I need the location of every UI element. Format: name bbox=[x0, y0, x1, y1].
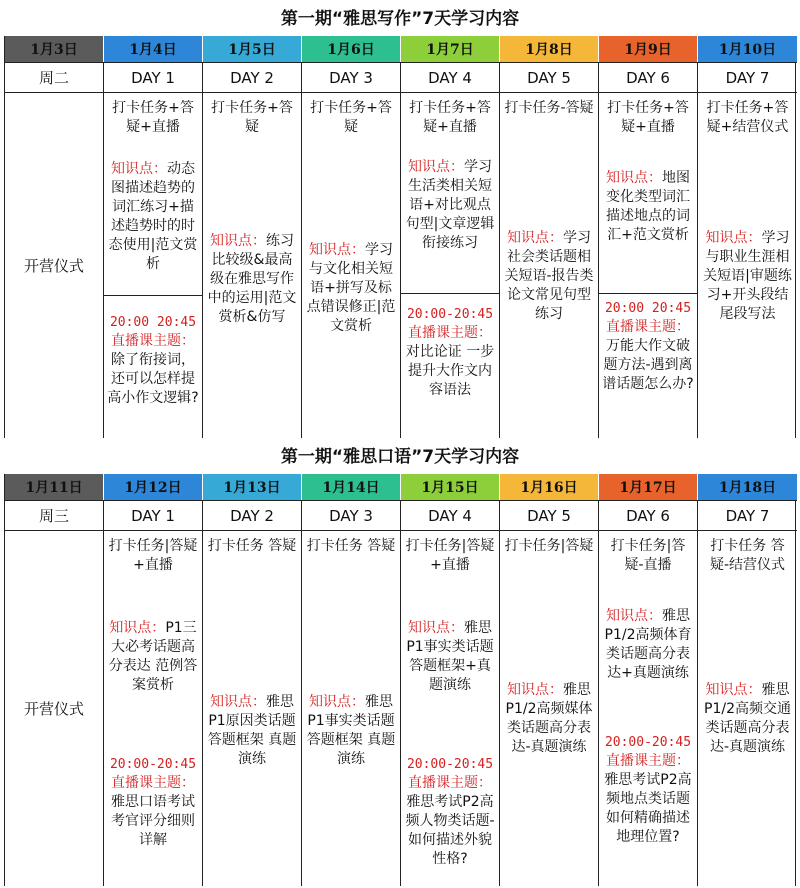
knowledge-block bbox=[701, 681, 794, 757]
knowledge-label: 知识点： bbox=[507, 230, 563, 246]
day-label: DAY 6 bbox=[599, 501, 698, 530]
knowledge-label: 知识点： bbox=[408, 159, 464, 175]
knowledge-text: 雅思P1/2高频交通类话题高分表达-真题演练 bbox=[704, 682, 791, 755]
day-column bbox=[500, 93, 599, 438]
live-label: 直播课主题： bbox=[408, 325, 492, 341]
day-column bbox=[104, 531, 203, 886]
date-header: 1月6日 bbox=[302, 36, 401, 62]
weekday-cell: 周二 bbox=[5, 63, 104, 92]
knowledge-block bbox=[602, 607, 694, 683]
task-text: 打卡任务+答疑+结营仪式 bbox=[706, 100, 789, 135]
task-text: 打卡任务 答疑 bbox=[207, 538, 297, 554]
speaking-day-row bbox=[5, 500, 797, 531]
day-label: DAY 5 bbox=[500, 501, 599, 530]
day-label: DAY 1 bbox=[104, 63, 203, 92]
knowledge-block bbox=[107, 160, 199, 274]
date-header: 1月5日 bbox=[203, 36, 302, 62]
day-label: DAY 2 bbox=[203, 63, 302, 92]
day-column bbox=[104, 93, 203, 438]
live-block bbox=[404, 755, 496, 869]
knowledge-label: 知识点： bbox=[210, 233, 266, 249]
weekday-cell: 周三 bbox=[5, 501, 104, 530]
knowledge-label: 知识点： bbox=[606, 170, 662, 186]
knowledge-label: 知识点： bbox=[210, 694, 266, 710]
knowledge-label: 知识点： bbox=[309, 242, 365, 258]
day-label: DAY 2 bbox=[203, 501, 302, 530]
knowledge-block bbox=[107, 619, 199, 695]
date-header: 1月16日 bbox=[500, 474, 599, 500]
date-header: 1月18日 bbox=[698, 474, 797, 500]
live-block bbox=[602, 733, 694, 847]
task-text: 打卡任务+答疑+直播 bbox=[607, 100, 689, 135]
date-header: 1月7日 bbox=[401, 36, 500, 62]
live-block bbox=[107, 755, 199, 850]
cell-divider bbox=[599, 293, 697, 294]
knowledge-block bbox=[701, 229, 794, 324]
day-column bbox=[599, 93, 698, 438]
live-topic: 雅思口语考试考官评分细则详解 bbox=[111, 794, 195, 848]
date-header: 1月4日 bbox=[104, 36, 203, 62]
day-column bbox=[401, 531, 500, 886]
day-column bbox=[203, 93, 302, 438]
knowledge-text: 雅思P1原因类话题答题框架 真题演练 bbox=[207, 694, 297, 767]
day-column bbox=[599, 531, 698, 886]
speaking-schedule bbox=[4, 474, 796, 886]
day-column bbox=[698, 531, 797, 886]
knowledge-text: 动态图描述趋势的词汇练习+描述趋势时的时态使用|范文赏析 bbox=[108, 161, 198, 272]
knowledge-text: 学习生活类相关短语+对比观点句型|文章逻辑衔接练习 bbox=[405, 159, 495, 251]
cell-divider bbox=[104, 295, 202, 296]
date-header: 1月3日 bbox=[5, 36, 104, 62]
knowledge-block bbox=[503, 229, 595, 324]
task-text: 打卡任务|答疑+直播 bbox=[405, 538, 495, 573]
speaking-content-row bbox=[5, 531, 797, 886]
task-text: 打卡任务|答疑 bbox=[504, 538, 594, 554]
day-column bbox=[401, 93, 500, 438]
live-topic: 万能大作文破题方法-遇到离谱话题怎么办? bbox=[602, 338, 694, 392]
date-header: 1月17日 bbox=[599, 474, 698, 500]
day-column bbox=[203, 531, 302, 886]
knowledge-label: 知识点： bbox=[606, 608, 662, 624]
task-text: 打卡任务 答疑-结营仪式 bbox=[709, 538, 786, 573]
knowledge-label: 知识点： bbox=[109, 620, 166, 636]
writing-day-row bbox=[5, 62, 797, 93]
cell-divider bbox=[401, 293, 499, 294]
task-text: 打卡任务 答疑 bbox=[306, 538, 396, 554]
writing-grid bbox=[4, 36, 796, 438]
task-text: 打卡任务|答疑+直播 bbox=[108, 538, 198, 573]
live-label: 直播课主题： bbox=[606, 753, 690, 769]
date-header: 1月11日 bbox=[5, 474, 104, 500]
day-column bbox=[698, 93, 797, 438]
live-block bbox=[404, 305, 496, 400]
task-text: 打卡任务|答疑-直播 bbox=[610, 538, 686, 573]
opening-ceremony-cell bbox=[5, 531, 104, 886]
task-text: 打卡任务+答疑+直播 bbox=[409, 100, 491, 135]
knowledge-block bbox=[305, 693, 397, 769]
knowledge-text: 雅思P1事实类话题答题框架+真题演练 bbox=[406, 620, 494, 693]
day-column bbox=[302, 531, 401, 886]
opening-ceremony-cell bbox=[5, 93, 104, 438]
knowledge-text: 地图变化类型词汇 描述地点的词汇+范文赏析 bbox=[606, 170, 690, 243]
knowledge-label: 知识点： bbox=[111, 161, 167, 177]
knowledge-label: 知识点： bbox=[309, 694, 365, 710]
writing-schedule bbox=[4, 36, 796, 438]
date-header: 1月10日 bbox=[698, 36, 797, 62]
knowledge-text: 学习与职业生涯相关短语|审题练习+开头段结尾段写法 bbox=[703, 230, 792, 322]
speaking-title: 第一期“雅思口语”7天学习内容 bbox=[280, 447, 520, 467]
day-label: DAY 4 bbox=[401, 63, 500, 92]
date-header: 1月8日 bbox=[500, 36, 599, 62]
task-text: 打卡任务+答疑 bbox=[211, 100, 293, 135]
knowledge-text: 雅思P1/2高频媒体类话题高分表达-真题演练 bbox=[505, 682, 593, 755]
live-topic: 对比论证 一步提升大作文内容语法 bbox=[405, 344, 495, 398]
knowledge-label: 知识点： bbox=[408, 620, 464, 636]
knowledge-label: 知识点： bbox=[705, 230, 762, 246]
knowledge-text: 学习与文化相关短语+拼写及标点错误修正|范文赏析 bbox=[306, 242, 396, 334]
task-text: 打卡任务+答疑+直播 bbox=[112, 100, 194, 135]
knowledge-label: 知识点： bbox=[507, 682, 563, 698]
live-label: 直播课主题： bbox=[111, 333, 195, 349]
opening-ceremony-label: 开营仪式 bbox=[23, 700, 84, 718]
writing-date-row bbox=[5, 36, 797, 62]
writing-content-row bbox=[5, 93, 797, 438]
task-text: 打卡任务-答疑 bbox=[504, 100, 594, 116]
live-block bbox=[107, 313, 199, 408]
day-label: DAY 7 bbox=[725, 506, 770, 525]
knowledge-text: 雅思P1事实类话题答题框架 真题演练 bbox=[306, 694, 396, 767]
writing-title: 第一期“雅思写作”7天学习内容 bbox=[280, 9, 520, 29]
knowledge-label: 知识点： bbox=[705, 682, 762, 698]
date-header: 1月13日 bbox=[203, 474, 302, 500]
knowledge-block bbox=[206, 232, 298, 327]
live-time: 20:00-20:45 bbox=[109, 757, 197, 772]
knowledge-text: 练习比较级&最高级在雅思写作中的运用|范文赏析&仿写 bbox=[207, 233, 297, 325]
knowledge-block bbox=[206, 693, 298, 769]
day-label: DAY 7 bbox=[725, 68, 770, 87]
opening-ceremony-label: 开营仪式 bbox=[23, 257, 84, 275]
live-topic: 雅思考试P2高频地点类话题 如何精确描述地理位置? bbox=[604, 772, 692, 845]
knowledge-block bbox=[602, 169, 694, 245]
date-header: 1月12日 bbox=[104, 474, 203, 500]
knowledge-block bbox=[503, 681, 595, 757]
date-header: 1月14日 bbox=[302, 474, 401, 500]
knowledge-block bbox=[305, 241, 397, 336]
day-label: DAY 1 bbox=[104, 501, 203, 530]
live-time: 20:00-20:45 bbox=[406, 757, 494, 772]
task-text: 打卡任务+答疑 bbox=[310, 100, 392, 135]
live-topic: 除了衔接词，还可以怎样提高小作文逻辑? bbox=[107, 352, 199, 406]
day-label: DAY 6 bbox=[599, 63, 698, 92]
speaking-date-row bbox=[5, 474, 797, 500]
day-label: DAY 3 bbox=[302, 501, 401, 530]
day-label: DAY 5 bbox=[500, 63, 599, 92]
live-time: 20:00-20:45 bbox=[406, 307, 494, 322]
live-label: 直播课主题： bbox=[606, 319, 690, 335]
date-header: 1月15日 bbox=[401, 474, 500, 500]
speaking-grid bbox=[4, 474, 796, 886]
live-time: 20:00 20:45 bbox=[604, 301, 692, 316]
knowledge-block bbox=[404, 619, 496, 695]
date-header: 1月9日 bbox=[599, 36, 698, 62]
knowledge-text: P1三大必考话题高分表达 范例答案赏析 bbox=[108, 620, 198, 693]
live-label: 直播课主题： bbox=[111, 775, 195, 791]
day-column bbox=[500, 531, 599, 886]
day-column bbox=[302, 93, 401, 438]
knowledge-text: 雅思P1/2高频体育类话题高分表达+真题演练 bbox=[604, 608, 692, 681]
knowledge-text: 学习社会类话题相关短语-报告类论文常见句型练习 bbox=[504, 230, 594, 322]
live-time: 20:00 20:45 bbox=[109, 315, 197, 330]
day-label: DAY 4 bbox=[401, 501, 500, 530]
knowledge-block bbox=[404, 158, 496, 253]
live-time: 20:00-20:45 bbox=[604, 735, 692, 750]
live-label: 直播课主题： bbox=[408, 775, 492, 791]
day-label: DAY 3 bbox=[302, 63, 401, 92]
live-block bbox=[602, 299, 694, 394]
live-topic: 雅思考试P2高频人物类话题-如何描述外貌性格? bbox=[405, 794, 495, 867]
